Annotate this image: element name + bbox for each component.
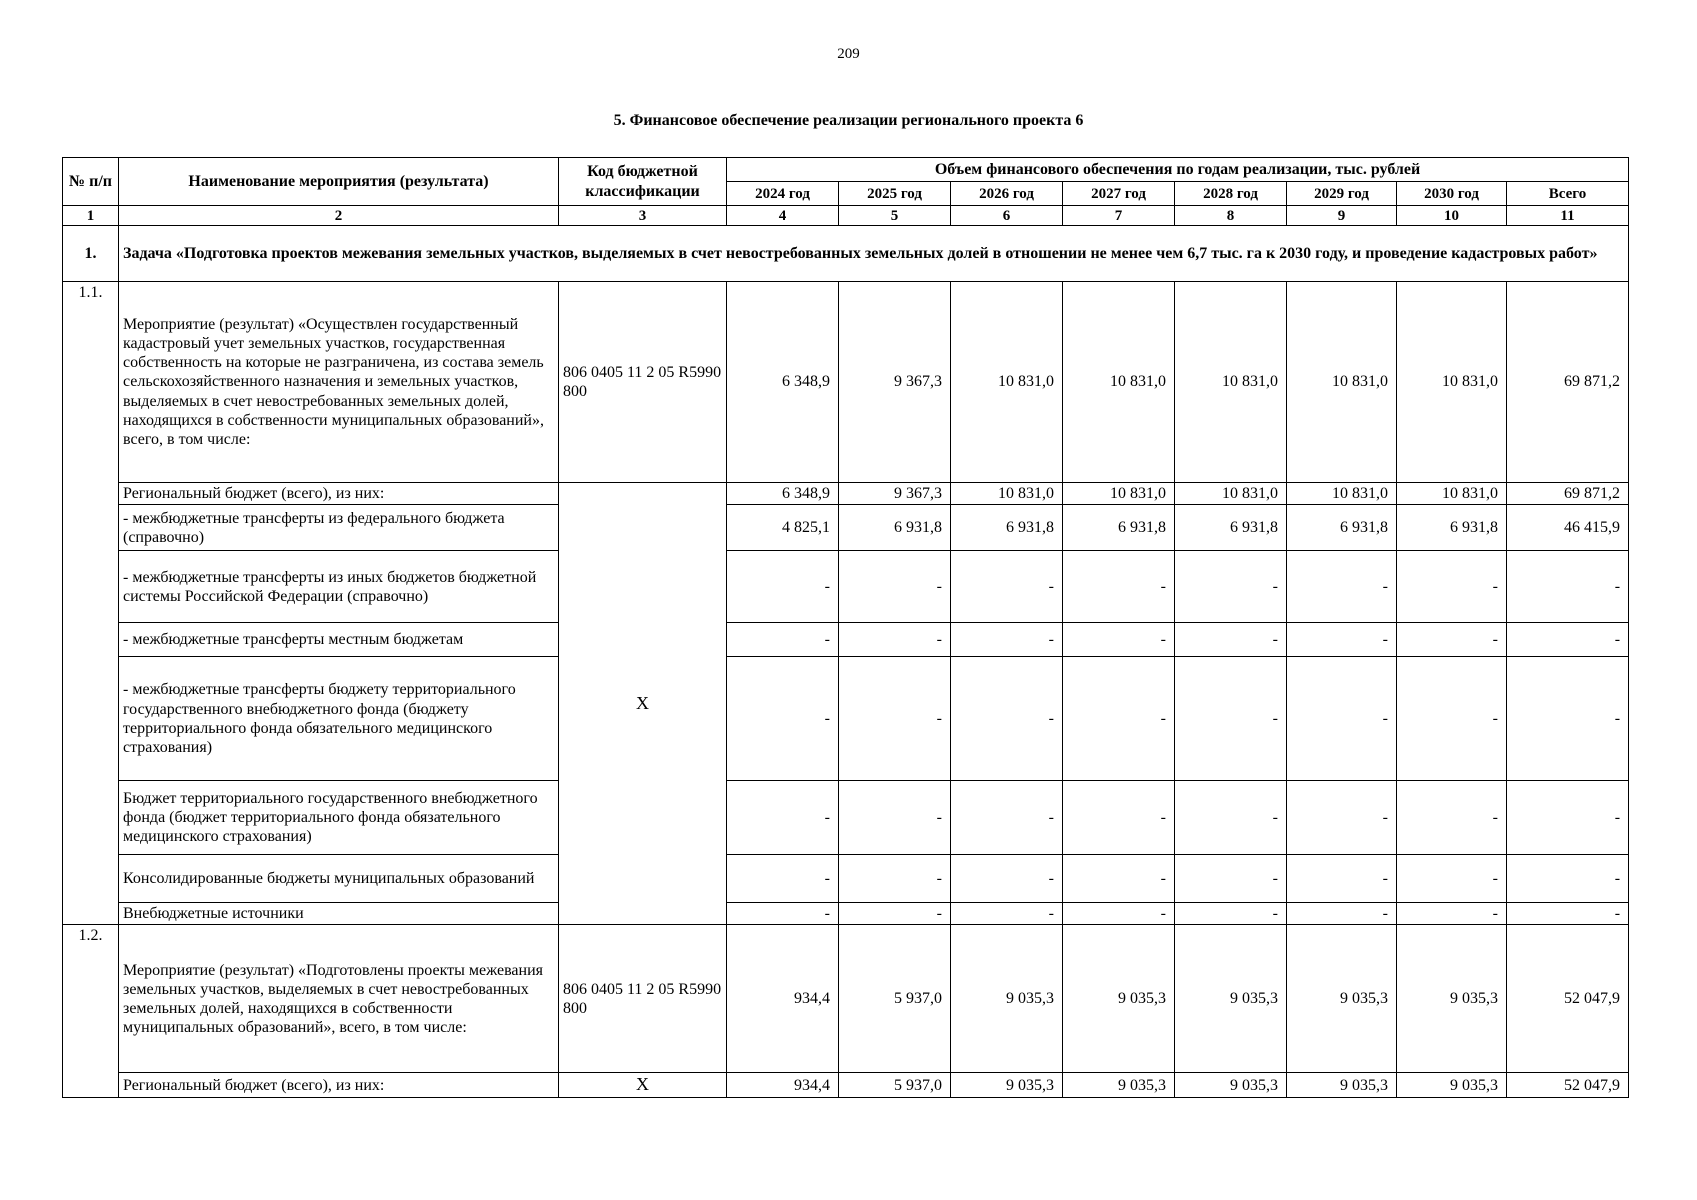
value-cell: - [727,551,839,623]
item-number: 1.2. [63,925,119,1098]
value-cell: - [1397,551,1507,623]
value-cell: 10 831,0 [1175,483,1287,505]
value-cell: 9 035,3 [951,1073,1063,1098]
value-cell: - [1507,551,1629,623]
value-cell: - [727,903,839,925]
value-cell: - [1397,781,1507,855]
value-cell: 52 047,9 [1507,1073,1629,1098]
item-name: Мероприятие (результат) «Подготовлены проекты межевания земельных участков, выделяемых в счет невостребованных земельных долей, находящихся в собственности муниципальных образований», всего, в том числе: [119,925,559,1073]
value-cell: - [1175,781,1287,855]
header-code: Код бюджетной классификации [559,158,727,206]
value-cell: 9 035,3 [1287,1073,1397,1098]
column-index: 1 [63,206,119,226]
value-cell: 9 035,3 [1287,925,1397,1073]
value-cell: 10 831,0 [1287,483,1397,505]
row-label: - межбюджетные трансферты бюджету территориального государственного внебюджетного фонда (бюджету территориального фонда обязательного медицинского страхования) [119,657,559,781]
table-row [63,551,1629,623]
value-cell: - [1507,903,1629,925]
value-cell: 46 415,9 [1507,505,1629,551]
task-text: Задача «Подготовка проектов межевания земельных участков, выделяемых в счет невостребованных земельных долей в отношении не менее чем 6,7 тыс. га к 2030 году, и проведение кадастровых работ» [119,226,1629,282]
value-cell: 9 035,3 [1063,925,1175,1073]
value-cell: - [1397,855,1507,903]
row-label: Внебюджетные источники [119,903,559,925]
row-label: Региональный бюджет (всего), из них: [119,1073,559,1098]
column-index: 3 [559,206,727,226]
row-label: - межбюджетные трансферты местным бюджетам [119,623,559,657]
value-cell: 9 367,3 [839,483,951,505]
value-cell: - [1175,657,1287,781]
value-cell: - [839,551,951,623]
value-cell: - [839,855,951,903]
value-cell: 10 831,0 [951,483,1063,505]
value-cell: - [1507,855,1629,903]
value-cell: 6 348,9 [727,282,839,483]
column-index: 4 [727,206,839,226]
column-index: 2 [119,206,559,226]
value-cell: - [1063,657,1175,781]
value-cell: 6 931,8 [839,505,951,551]
table-row [63,903,1629,925]
value-cell: - [839,781,951,855]
value-cell: 10 831,0 [1063,282,1175,483]
table-row [63,623,1629,657]
table-row [63,483,1629,505]
financing-table [62,157,1629,1098]
value-cell: 9 035,3 [1175,1073,1287,1098]
header-year: 2029 год [1287,182,1397,206]
value-cell: - [1175,855,1287,903]
value-cell: 5 937,0 [839,925,951,1073]
value-cell: 9 035,3 [1063,1073,1175,1098]
value-cell: 69 871,2 [1507,483,1629,505]
value-cell: - [951,623,1063,657]
task-number: 1. [63,226,119,282]
value-cell: - [1507,781,1629,855]
value-cell: 9 035,3 [1175,925,1287,1073]
item-name: Мероприятие (результат) «Осуществлен государственный кадастровый учет земельных участков, государственная собственность на которые не разграничена, из состава земель сельскохозяйственного назначения и земельных участков, выделяемых в счет невостребованных земельных долей, находящихся в собственности муниципальных образований», всего, в том числе: [119,282,559,483]
value-cell: 9 367,3 [839,282,951,483]
value-cell: 6 931,8 [1063,505,1175,551]
header-volume: Объем финансового обеспечения по годам реализации, тыс. рублей [727,158,1629,182]
header-total: Всего [1507,182,1629,206]
value-cell: 9 035,3 [1397,1073,1507,1098]
value-cell: - [839,657,951,781]
value-cell: 6 931,8 [1287,505,1397,551]
value-cell: - [1397,623,1507,657]
value-cell: 5 937,0 [839,1073,951,1098]
column-index: 10 [1397,206,1507,226]
value-cell: 10 831,0 [951,282,1063,483]
value-cell: - [1287,623,1397,657]
column-index: 8 [1175,206,1287,226]
value-cell: - [1287,781,1397,855]
value-cell: 69 871,2 [1507,282,1629,483]
column-index: 5 [839,206,951,226]
table-row [63,1073,1629,1098]
column-index: 9 [1287,206,1397,226]
value-cell: 6 931,8 [1397,505,1507,551]
value-cell: - [1287,855,1397,903]
value-cell: - [1507,623,1629,657]
column-index: 6 [951,206,1063,226]
table-row [63,855,1629,903]
value-cell: - [1063,623,1175,657]
value-cell: - [951,781,1063,855]
value-cell: - [727,781,839,855]
table-row [63,657,1629,781]
value-cell: 9 035,3 [951,925,1063,1073]
value-cell: - [1175,551,1287,623]
row-label: - межбюджетные трансферты из иных бюджетов бюджетной системы Российской Федерации (справочно) [119,551,559,623]
header-no: № п/п [63,158,119,206]
row-label: Бюджет территориального государственного внебюджетного фонда (бюджет территориального фонда обязательного медицинского страхования) [119,781,559,855]
budget-code: 806 0405 11 2 05 R5990 800 [559,925,727,1073]
value-cell: - [1175,623,1287,657]
value-cell: 9 035,3 [1397,925,1507,1073]
value-cell: - [1397,903,1507,925]
value-cell: - [839,623,951,657]
value-cell: - [1063,551,1175,623]
header-year: 2024 год [727,182,839,206]
value-cell: - [1287,657,1397,781]
x-mark: X [559,483,727,925]
value-cell: 10 831,0 [1175,282,1287,483]
value-cell: - [839,903,951,925]
value-cell: - [1397,657,1507,781]
header-year: 2027 год [1063,182,1175,206]
value-cell: 4 825,1 [727,505,839,551]
x-mark: X [559,1073,727,1098]
value-cell: 10 831,0 [1397,282,1507,483]
page-number: 209 [837,46,860,62]
table-row [63,505,1629,551]
item-number: 1.1. [63,282,119,925]
value-cell: - [1287,903,1397,925]
header-year: 2025 год [839,182,951,206]
value-cell: 934,4 [727,1073,839,1098]
row-label: Консолидированные бюджеты муниципальных образований [119,855,559,903]
value-cell: - [727,657,839,781]
value-cell: - [951,551,1063,623]
value-cell: 10 831,0 [1063,483,1175,505]
row-label: Региональный бюджет (всего), из них: [119,483,559,505]
value-cell: - [727,855,839,903]
column-index: 11 [1507,206,1629,226]
header-name: Наименование мероприятия (результата) [119,158,559,206]
value-cell: - [1063,781,1175,855]
value-cell: - [1063,855,1175,903]
value-cell: - [951,657,1063,781]
value-cell: 10 831,0 [1287,282,1397,483]
value-cell: 6 931,8 [1175,505,1287,551]
table-row [63,781,1629,855]
value-cell: - [951,855,1063,903]
value-cell: - [1287,551,1397,623]
value-cell: - [1063,903,1175,925]
header-year: 2026 год [951,182,1063,206]
budget-code: 806 0405 11 2 05 R5990 800 [559,282,727,483]
value-cell: - [1507,657,1629,781]
value-cell: - [951,903,1063,925]
header-year: 2030 год [1397,182,1507,206]
column-index: 7 [1063,206,1175,226]
value-cell: 10 831,0 [1397,483,1507,505]
row-label: - межбюджетные трансферты из федерального бюджета (справочно) [119,505,559,551]
page-title: 5. Финансовое обеспечение реализации регионального проекта 6 [613,112,1084,129]
value-cell: 6 931,8 [951,505,1063,551]
header-year: 2028 год [1175,182,1287,206]
value-cell: - [727,623,839,657]
value-cell: 6 348,9 [727,483,839,505]
value-cell: 52 047,9 [1507,925,1629,1073]
value-cell: 934,4 [727,925,839,1073]
value-cell: - [1175,903,1287,925]
